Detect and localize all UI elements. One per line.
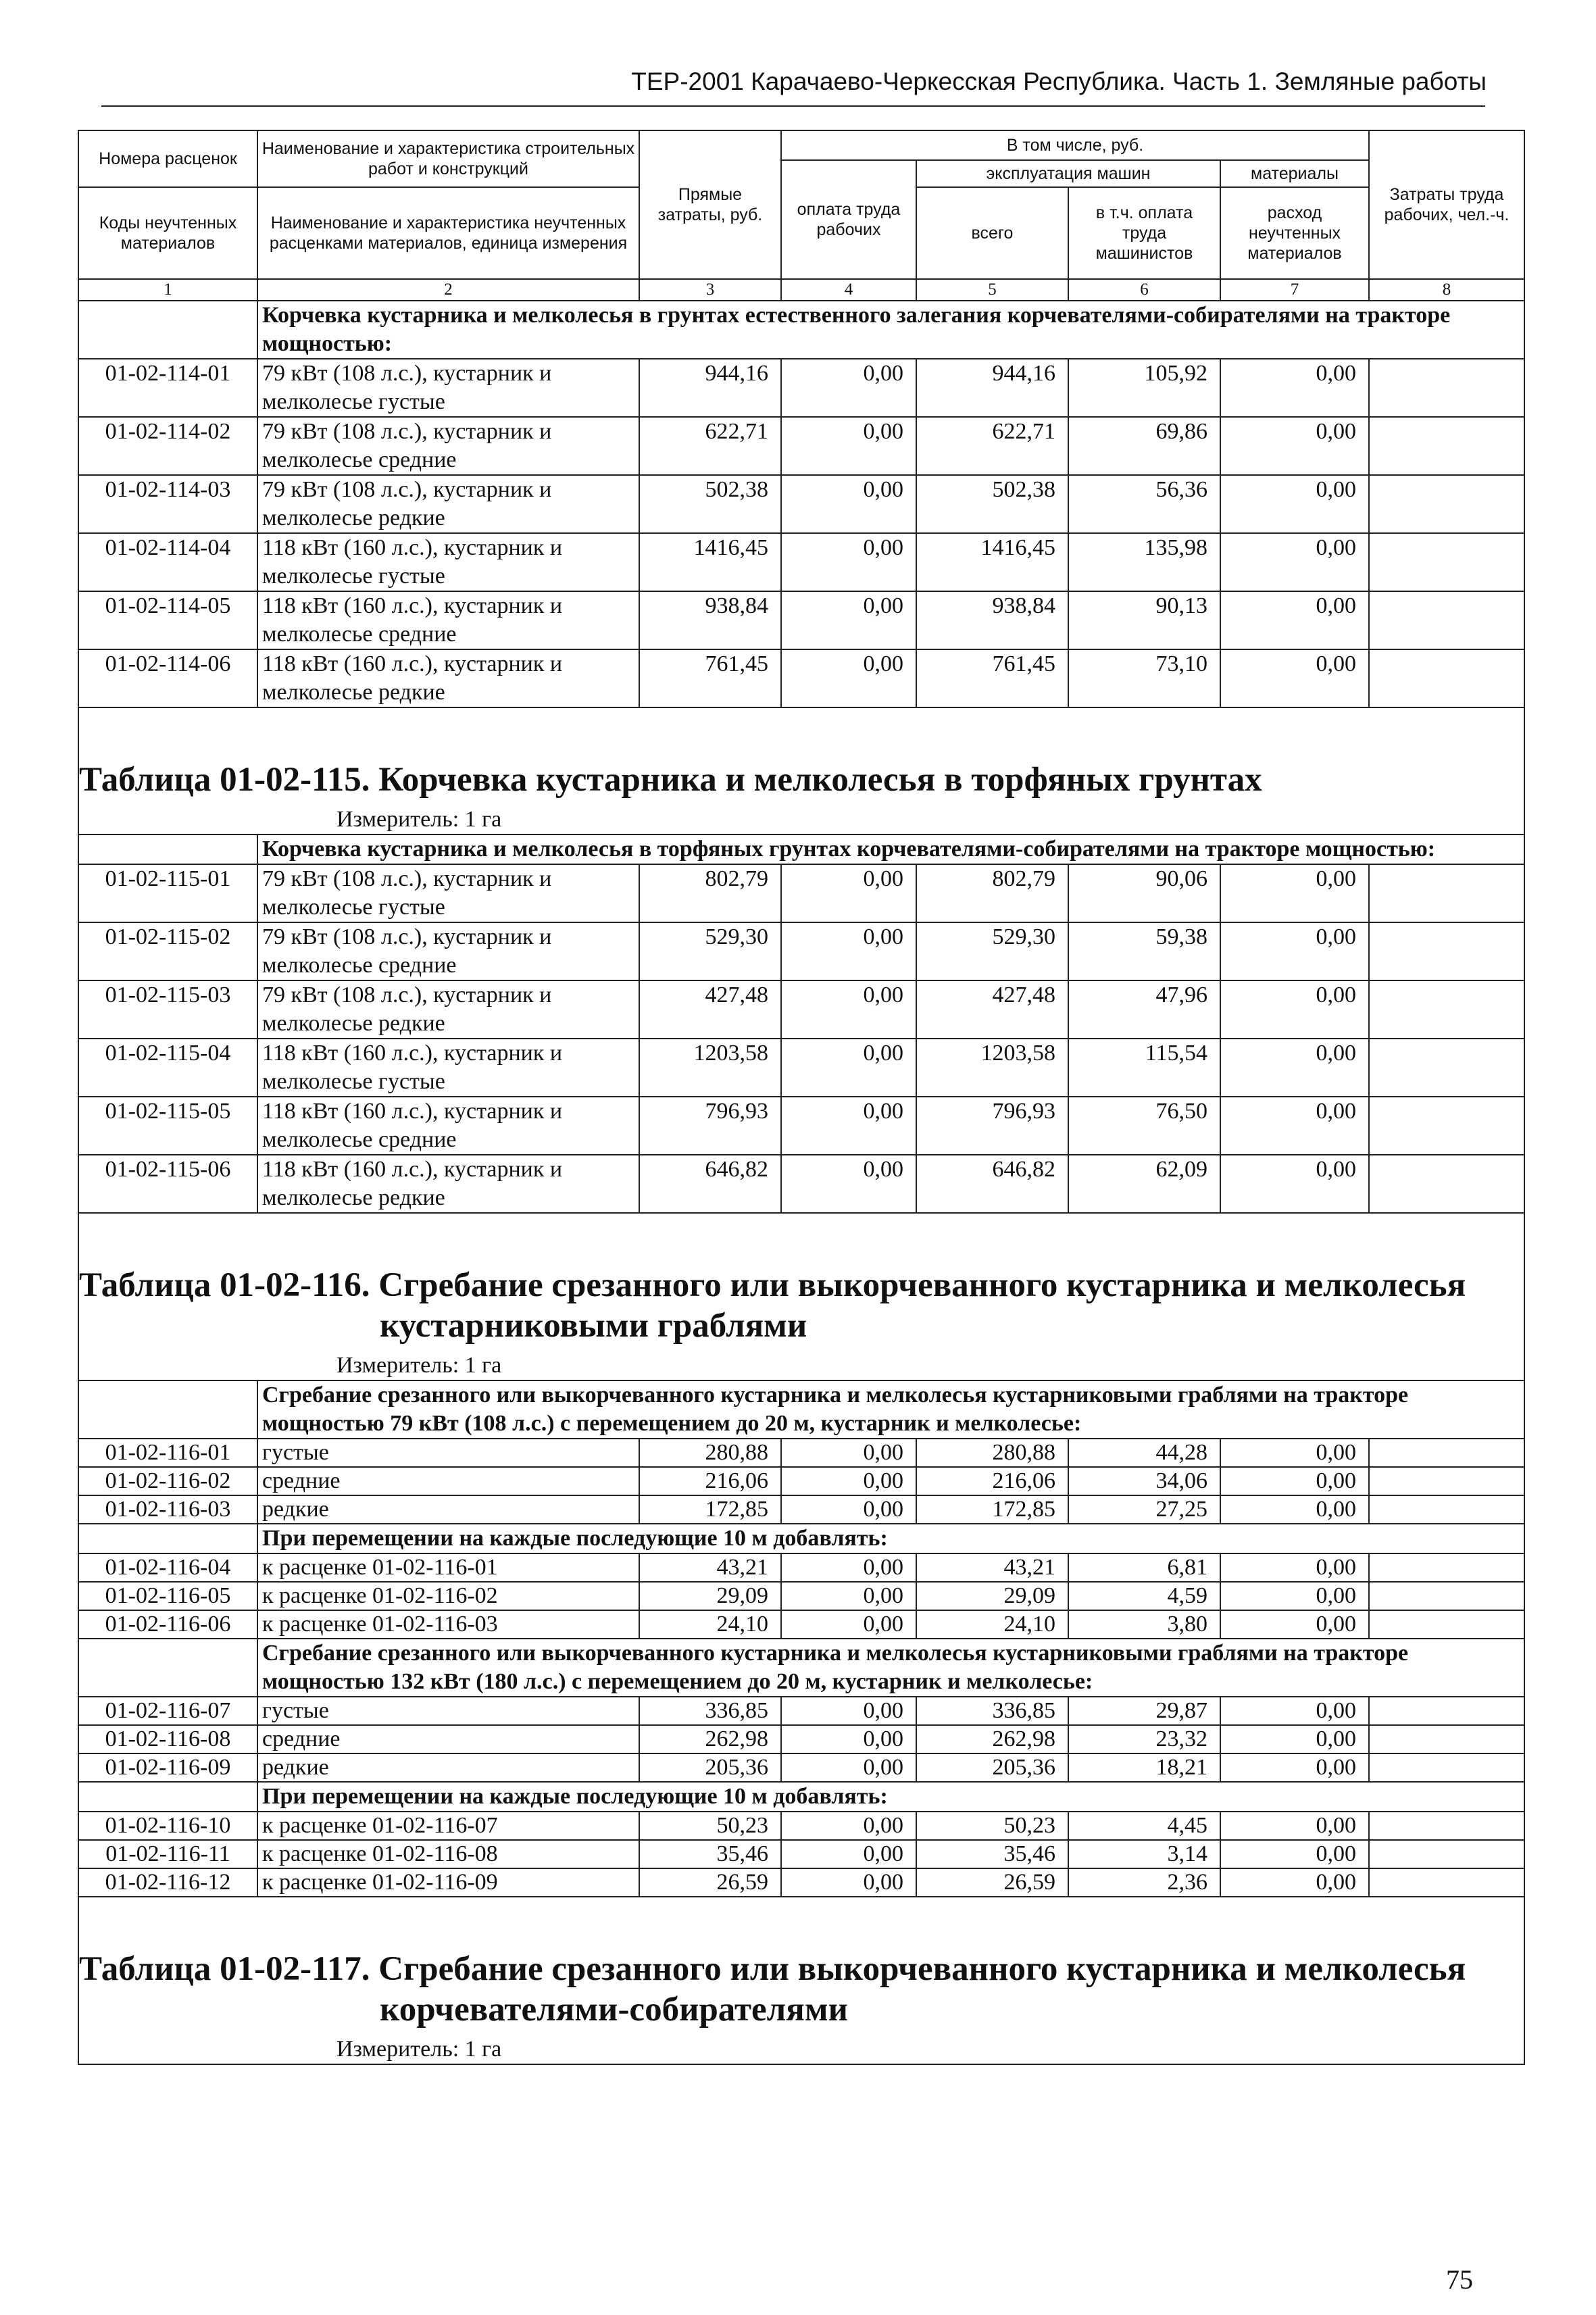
labor-pay-cell: 0,00 bbox=[781, 1725, 916, 1753]
labor-hours-cell bbox=[1369, 359, 1524, 417]
running-header: ТЕР-2001 Карачаево-Черкесская Республика. Часть 1. Земляные работы bbox=[631, 68, 1487, 95]
work-name-cell: 79 кВт (108 л.с.), кустарник и мелколесье средние bbox=[257, 417, 639, 475]
direct-cost-cell: 802,79 bbox=[639, 864, 781, 922]
table-title-line: кустарниковыми граблями bbox=[380, 1307, 807, 1345]
table-row bbox=[78, 980, 1524, 1039]
operator-pay-cell: 4,59 bbox=[1068, 1582, 1220, 1610]
table-row bbox=[78, 1868, 1524, 1897]
rate-code-cell: 01-02-116-08 bbox=[78, 1725, 257, 1753]
operator-pay-cell: 29,87 bbox=[1068, 1697, 1220, 1725]
work-name-cell: 79 кВт (108 л.с.), кустарник и мелколесье густые bbox=[257, 359, 639, 417]
section-row bbox=[78, 835, 1524, 864]
measure-row bbox=[78, 1351, 1524, 1380]
operator-pay-cell: 76,50 bbox=[1068, 1097, 1220, 1155]
measure-unit: Измеритель: 1 га bbox=[336, 1353, 502, 1378]
labor-hours-cell bbox=[1369, 475, 1524, 533]
materials-cell: 0,00 bbox=[1220, 1753, 1369, 1782]
direct-cost-cell: 529,30 bbox=[639, 922, 781, 980]
head-col2-top: Наименование и характеристика строительных работ и конструкций bbox=[257, 130, 639, 187]
direct-cost-cell: 50,23 bbox=[639, 1812, 781, 1840]
machine-cost-cell: 938,84 bbox=[916, 591, 1068, 649]
rate-code-cell: 01-02-116-09 bbox=[78, 1753, 257, 1782]
table-row bbox=[78, 1039, 1524, 1097]
materials-cell: 0,00 bbox=[1220, 1610, 1369, 1639]
rate-code-cell: 01-02-115-02 bbox=[78, 922, 257, 980]
machine-cost-cell: 1416,45 bbox=[916, 533, 1068, 591]
labor-pay-cell: 0,00 bbox=[781, 1495, 916, 1524]
operator-pay-cell: 90,06 bbox=[1068, 864, 1220, 922]
materials-cell: 0,00 bbox=[1220, 1495, 1369, 1524]
work-name-cell: 118 кВт (160 л.с.), кустарник и мелколесье густые bbox=[257, 533, 639, 591]
rate-code-cell: 01-02-115-03 bbox=[78, 980, 257, 1039]
work-name-cell: к расценке 01-02-116-09 bbox=[257, 1868, 639, 1897]
table-row bbox=[78, 649, 1524, 707]
labor-hours-cell bbox=[1369, 1725, 1524, 1753]
table-row bbox=[78, 864, 1524, 922]
operator-pay-cell: 115,54 bbox=[1068, 1039, 1220, 1097]
direct-cost-cell: 796,93 bbox=[639, 1097, 781, 1155]
table-row bbox=[78, 1155, 1524, 1213]
materials-cell: 0,00 bbox=[1220, 922, 1369, 980]
table-row bbox=[78, 359, 1524, 417]
direct-cost-cell: 336,85 bbox=[639, 1697, 781, 1725]
labor-hours-cell bbox=[1369, 417, 1524, 475]
machine-cost-cell: 1203,58 bbox=[916, 1039, 1068, 1097]
section-row bbox=[78, 1524, 1524, 1553]
direct-cost-cell: 1416,45 bbox=[639, 533, 781, 591]
materials-cell: 0,00 bbox=[1220, 1840, 1369, 1868]
operator-pay-cell: 90,13 bbox=[1068, 591, 1220, 649]
head-col3: Прямые затраты, руб. bbox=[639, 130, 781, 279]
operator-pay-cell: 73,10 bbox=[1068, 649, 1220, 707]
materials-cell: 0,00 bbox=[1220, 649, 1369, 707]
section-heading: Корчевка кустарника и мелколесья в грунтах естественного залегания корчевателями-собирателями на тракторе мощностью: bbox=[257, 301, 1524, 359]
rate-code-cell: 01-02-115-06 bbox=[78, 1155, 257, 1213]
head-col7: расход неучтенных материалов bbox=[1220, 187, 1369, 279]
rate-code-cell: 01-02-116-01 bbox=[78, 1439, 257, 1467]
direct-cost-cell: 944,16 bbox=[639, 359, 781, 417]
machine-cost-cell: 427,48 bbox=[916, 980, 1068, 1039]
operator-pay-cell: 3,14 bbox=[1068, 1840, 1220, 1868]
table-title-line: корчевателями-собирателями bbox=[380, 1991, 849, 2028]
machine-cost-cell: 529,30 bbox=[916, 922, 1068, 980]
machine-cost-cell: 796,93 bbox=[916, 1097, 1068, 1155]
machine-cost-cell: 172,85 bbox=[916, 1495, 1068, 1524]
rate-code-cell: 01-02-115-05 bbox=[78, 1097, 257, 1155]
machine-cost-cell: 216,06 bbox=[916, 1467, 1068, 1495]
work-name-cell: 79 кВт (108 л.с.), кустарник и мелколесье редкие bbox=[257, 475, 639, 533]
labor-pay-cell: 0,00 bbox=[781, 1039, 916, 1097]
labor-pay-cell: 0,00 bbox=[781, 1697, 916, 1725]
machine-cost-cell: 802,79 bbox=[916, 864, 1068, 922]
rate-code-cell: 01-02-116-04 bbox=[78, 1553, 257, 1582]
machine-cost-cell: 43,21 bbox=[916, 1553, 1068, 1582]
work-name-cell: к расценке 01-02-116-07 bbox=[257, 1812, 639, 1840]
table-row bbox=[78, 1582, 1524, 1610]
work-name-cell: к расценке 01-02-116-03 bbox=[257, 1610, 639, 1639]
table-row bbox=[78, 1553, 1524, 1582]
labor-hours-cell bbox=[1369, 1868, 1524, 1897]
direct-cost-cell: 26,59 bbox=[639, 1868, 781, 1897]
section-heading: Сгребание срезанного или выкорчеванного кустарника и мелколесья кустарниковыми граблями на тракторе мощностью 79 кВт (108 л.с.) с перемещением до 20 м, кустарник и мелколесье: bbox=[257, 1380, 1524, 1439]
direct-cost-cell: 646,82 bbox=[639, 1155, 781, 1213]
table-row bbox=[78, 1495, 1524, 1524]
materials-cell: 0,00 bbox=[1220, 1725, 1369, 1753]
direct-cost-cell: 205,36 bbox=[639, 1753, 781, 1782]
labor-hours-cell bbox=[1369, 864, 1524, 922]
column-number: 4 bbox=[781, 279, 916, 301]
table-row bbox=[78, 475, 1524, 533]
materials-cell: 0,00 bbox=[1220, 1697, 1369, 1725]
measure-unit: Измеритель: 1 га bbox=[336, 807, 502, 832]
rate-code-cell: 01-02-116-06 bbox=[78, 1610, 257, 1639]
materials-cell: 0,00 bbox=[1220, 864, 1369, 922]
labor-pay-cell: 0,00 bbox=[781, 359, 916, 417]
direct-cost-cell: 172,85 bbox=[639, 1495, 781, 1524]
labor-pay-cell: 0,00 bbox=[781, 1439, 916, 1467]
labor-hours-cell bbox=[1369, 1812, 1524, 1840]
head-col6: в т.ч. оплата труда машинистов bbox=[1068, 187, 1220, 279]
work-name-cell: густые bbox=[257, 1439, 639, 1467]
section-heading: Сгребание срезанного или выкорчеванного кустарника и мелколесья кустарниковыми граблями на тракторе мощностью 132 кВт (180 л.с.) с перемещением до 20 м, кустарник и мелколесье: bbox=[257, 1639, 1524, 1697]
table-title: Таблица 01-02-115. Корчевка кустарника и мелколесья в торфяных грунтах bbox=[78, 749, 1524, 805]
labor-pay-cell: 0,00 bbox=[781, 1553, 916, 1582]
operator-pay-cell: 18,21 bbox=[1068, 1753, 1220, 1782]
table-row bbox=[78, 1840, 1524, 1868]
materials-cell: 0,00 bbox=[1220, 1553, 1369, 1582]
table-row bbox=[78, 1725, 1524, 1753]
page-number: 75 bbox=[1446, 2264, 1473, 2295]
direct-cost-cell: 29,09 bbox=[639, 1582, 781, 1610]
direct-cost-cell: 938,84 bbox=[639, 591, 781, 649]
work-name-cell: 118 кВт (160 л.с.), кустарник и мелколесье густые bbox=[257, 1039, 639, 1097]
rate-code-cell: 01-02-116-11 bbox=[78, 1840, 257, 1868]
column-number: 3 bbox=[639, 279, 781, 301]
direct-cost-cell: 761,45 bbox=[639, 649, 781, 707]
labor-hours-cell bbox=[1369, 591, 1524, 649]
measure-row bbox=[78, 805, 1524, 835]
operator-pay-cell: 27,25 bbox=[1068, 1495, 1220, 1524]
work-name-cell: 79 кВт (108 л.с.), кустарник и мелколесье редкие bbox=[257, 980, 639, 1039]
table-row bbox=[78, 1439, 1524, 1467]
table-title-row bbox=[78, 1938, 1524, 2035]
labor-pay-cell: 0,00 bbox=[781, 649, 916, 707]
labor-hours-cell bbox=[1369, 533, 1524, 591]
table-title-row bbox=[78, 749, 1524, 805]
table-row bbox=[78, 1097, 1524, 1155]
machine-cost-cell: 646,82 bbox=[916, 1155, 1068, 1213]
labor-pay-cell: 0,00 bbox=[781, 1753, 916, 1782]
head-col1-top: Номера расценок bbox=[78, 130, 257, 187]
materials-cell: 0,00 bbox=[1220, 591, 1369, 649]
rows-115 bbox=[78, 864, 1524, 1213]
work-name-cell: средние bbox=[257, 1725, 639, 1753]
labor-pay-cell: 0,00 bbox=[781, 591, 916, 649]
direct-cost-cell: 1203,58 bbox=[639, 1039, 781, 1097]
operator-pay-cell: 56,36 bbox=[1068, 475, 1220, 533]
rate-code-cell: 01-02-115-04 bbox=[78, 1039, 257, 1097]
labor-hours-cell bbox=[1369, 1553, 1524, 1582]
materials-cell: 0,00 bbox=[1220, 1155, 1369, 1213]
operator-pay-cell: 69,86 bbox=[1068, 417, 1220, 475]
column-number: 1 bbox=[78, 279, 257, 301]
labor-pay-cell: 0,00 bbox=[781, 1467, 916, 1495]
labor-pay-cell: 0,00 bbox=[781, 417, 916, 475]
section-row bbox=[78, 1639, 1524, 1697]
rows-116-d bbox=[78, 1812, 1524, 1897]
rate-code-cell: 01-02-116-10 bbox=[78, 1812, 257, 1840]
machine-cost-cell: 622,71 bbox=[916, 417, 1068, 475]
materials-cell: 0,00 bbox=[1220, 1039, 1369, 1097]
machine-cost-cell: 262,98 bbox=[916, 1725, 1068, 1753]
section-row bbox=[78, 301, 1524, 359]
operator-pay-cell: 59,38 bbox=[1068, 922, 1220, 980]
table-head-row bbox=[78, 130, 1524, 160]
section-heading: Корчевка кустарника и мелколесья в торфяных грунтах корчевателями-собирателями на тракторе мощностью: bbox=[257, 835, 1524, 864]
labor-pay-cell: 0,00 bbox=[781, 1868, 916, 1897]
table-row bbox=[78, 533, 1524, 591]
rows-114 bbox=[78, 359, 1524, 707]
labor-pay-cell: 0,00 bbox=[781, 980, 916, 1039]
materials-cell: 0,00 bbox=[1220, 1868, 1369, 1897]
work-name-cell: средние bbox=[257, 1467, 639, 1495]
labor-pay-cell: 0,00 bbox=[781, 1812, 916, 1840]
materials-cell: 0,00 bbox=[1220, 1467, 1369, 1495]
work-name-cell: 118 кВт (160 л.с.), кустарник и мелколесье средние bbox=[257, 1097, 639, 1155]
labor-hours-cell bbox=[1369, 980, 1524, 1039]
labor-hours-cell bbox=[1369, 1697, 1524, 1725]
direct-cost-cell: 35,46 bbox=[639, 1840, 781, 1868]
labor-hours-cell bbox=[1369, 1840, 1524, 1868]
table-row bbox=[78, 417, 1524, 475]
labor-hours-cell bbox=[1369, 1097, 1524, 1155]
rate-code-cell: 01-02-116-02 bbox=[78, 1467, 257, 1495]
direct-cost-cell: 427,48 bbox=[639, 980, 781, 1039]
work-name-cell: к расценке 01-02-116-02 bbox=[257, 1582, 639, 1610]
machine-cost-cell: 26,59 bbox=[916, 1868, 1068, 1897]
measure-row bbox=[78, 2035, 1524, 2064]
materials-cell: 0,00 bbox=[1220, 475, 1369, 533]
operator-pay-cell: 23,32 bbox=[1068, 1725, 1220, 1753]
column-number: 5 bbox=[916, 279, 1068, 301]
materials-cell: 0,00 bbox=[1220, 359, 1369, 417]
machine-cost-cell: 944,16 bbox=[916, 359, 1068, 417]
header-rule bbox=[101, 105, 1485, 107]
work-name-cell: 118 кВт (160 л.с.), кустарник и мелколесье редкие bbox=[257, 649, 639, 707]
column-number: 6 bbox=[1068, 279, 1220, 301]
operator-pay-cell: 6,81 bbox=[1068, 1553, 1220, 1582]
section-heading: При перемещении на каждые последующие 10 м добавлять: bbox=[257, 1782, 1524, 1812]
materials-cell: 0,00 bbox=[1220, 1097, 1369, 1155]
machine-cost-cell: 280,88 bbox=[916, 1439, 1068, 1467]
labor-hours-cell bbox=[1369, 1439, 1524, 1467]
work-name-cell: густые bbox=[257, 1697, 639, 1725]
work-name-cell: 118 кВт (160 л.с.), кустарник и мелколесье средние bbox=[257, 591, 639, 649]
work-name-cell: к расценке 01-02-116-08 bbox=[257, 1840, 639, 1868]
labor-hours-cell bbox=[1369, 1467, 1524, 1495]
direct-cost-cell: 280,88 bbox=[639, 1439, 781, 1467]
labor-hours-cell bbox=[1369, 1039, 1524, 1097]
rows-116-a bbox=[78, 1439, 1524, 1524]
labor-pay-cell: 0,00 bbox=[781, 864, 916, 922]
machine-cost-cell: 35,46 bbox=[916, 1840, 1068, 1868]
labor-hours-cell bbox=[1369, 1753, 1524, 1782]
rate-code-cell: 01-02-116-05 bbox=[78, 1582, 257, 1610]
labor-hours-cell bbox=[1369, 649, 1524, 707]
direct-cost-cell: 502,38 bbox=[639, 475, 781, 533]
work-name-cell: 79 кВт (108 л.с.), кустарник и мелколесье густые bbox=[257, 864, 639, 922]
operator-pay-cell: 135,98 bbox=[1068, 533, 1220, 591]
machine-cost-cell: 50,23 bbox=[916, 1812, 1068, 1840]
rate-code-cell: 01-02-114-03 bbox=[78, 475, 257, 533]
materials-cell: 0,00 bbox=[1220, 533, 1369, 591]
work-name-cell: редкие bbox=[257, 1495, 639, 1524]
table-title-line: Таблица 01-02-117. Сгребание срезанного или выкорчеванного кустарника и мелколесья bbox=[79, 1950, 1466, 1988]
direct-cost-cell: 43,21 bbox=[639, 1553, 781, 1582]
operator-pay-cell: 2,36 bbox=[1068, 1868, 1220, 1897]
column-number: 2 bbox=[257, 279, 639, 301]
machine-cost-cell: 205,36 bbox=[916, 1753, 1068, 1782]
materials-cell: 0,00 bbox=[1220, 417, 1369, 475]
labor-pay-cell: 0,00 bbox=[781, 1840, 916, 1868]
rate-code-cell: 01-02-114-06 bbox=[78, 649, 257, 707]
column-number-row bbox=[78, 279, 1524, 301]
direct-cost-cell: 216,06 bbox=[639, 1467, 781, 1495]
materials-cell: 0,00 bbox=[1220, 1812, 1369, 1840]
operator-pay-cell: 44,28 bbox=[1068, 1439, 1220, 1467]
materials-cell: 0,00 bbox=[1220, 980, 1369, 1039]
table-title-line: Таблица 01-02-116. Сгребание срезанного или выкорчеванного кустарника и мелколесья bbox=[79, 1266, 1466, 1304]
operator-pay-cell: 105,92 bbox=[1068, 359, 1220, 417]
operator-pay-cell: 3,80 bbox=[1068, 1610, 1220, 1639]
table-title-row bbox=[78, 1254, 1524, 1351]
machine-cost-cell: 29,09 bbox=[916, 1582, 1068, 1610]
labor-pay-cell: 0,00 bbox=[781, 922, 916, 980]
head-group-materials: материалы bbox=[1220, 160, 1369, 187]
direct-cost-cell: 622,71 bbox=[639, 417, 781, 475]
head-col4: оплата труда рабочих bbox=[781, 160, 916, 279]
rates-document bbox=[78, 130, 1524, 2184]
table-row bbox=[78, 591, 1524, 649]
table-row bbox=[78, 1753, 1524, 1782]
head-group-all: В том числе, руб. bbox=[781, 130, 1369, 160]
table-title bbox=[78, 1254, 1524, 1351]
labor-pay-cell: 0,00 bbox=[781, 475, 916, 533]
labor-hours-cell bbox=[1369, 1610, 1524, 1639]
work-name-cell: к расценке 01-02-116-01 bbox=[257, 1553, 639, 1582]
labor-pay-cell: 0,00 bbox=[781, 1155, 916, 1213]
machine-cost-cell: 336,85 bbox=[916, 1697, 1068, 1725]
labor-pay-cell: 0,00 bbox=[781, 1097, 916, 1155]
labor-pay-cell: 0,00 bbox=[781, 533, 916, 591]
rate-code-cell: 01-02-114-04 bbox=[78, 533, 257, 591]
rate-code-cell: 01-02-115-01 bbox=[78, 864, 257, 922]
machine-cost-cell: 761,45 bbox=[916, 649, 1068, 707]
work-name-cell: редкие bbox=[257, 1753, 639, 1782]
operator-pay-cell: 62,09 bbox=[1068, 1155, 1220, 1213]
measure-unit: Измеритель: 1 га bbox=[336, 2037, 502, 2062]
section-row bbox=[78, 1380, 1524, 1439]
labor-hours-cell bbox=[1369, 1155, 1524, 1213]
rate-code-cell: 01-02-114-01 bbox=[78, 359, 257, 417]
rows-116-c bbox=[78, 1697, 1524, 1782]
labor-hours-cell bbox=[1369, 1495, 1524, 1524]
head-group-machines: эксплуатация машин bbox=[916, 160, 1220, 187]
direct-cost-cell: 262,98 bbox=[639, 1725, 781, 1753]
table-row bbox=[78, 1812, 1524, 1840]
head-col1-bottom: Коды неучтенных материалов bbox=[78, 187, 257, 279]
operator-pay-cell: 34,06 bbox=[1068, 1467, 1220, 1495]
column-number: 7 bbox=[1220, 279, 1369, 301]
machine-cost-cell: 24,10 bbox=[916, 1610, 1068, 1639]
head-col5: всего bbox=[916, 187, 1068, 279]
labor-pay-cell: 0,00 bbox=[781, 1610, 916, 1639]
section-heading: При перемещении на каждые последующие 10 м добавлять: bbox=[257, 1524, 1524, 1553]
rates-table bbox=[78, 130, 1525, 2065]
work-name-cell: 79 кВт (108 л.с.), кустарник и мелколесье средние bbox=[257, 922, 639, 980]
column-number: 8 bbox=[1369, 279, 1524, 301]
table-title bbox=[78, 1938, 1524, 2035]
rate-code-cell: 01-02-116-12 bbox=[78, 1868, 257, 1897]
labor-hours-cell bbox=[1369, 922, 1524, 980]
table-row bbox=[78, 1610, 1524, 1639]
rows-116-b bbox=[78, 1553, 1524, 1639]
labor-pay-cell: 0,00 bbox=[781, 1582, 916, 1610]
direct-cost-cell: 24,10 bbox=[639, 1610, 781, 1639]
table-row bbox=[78, 1467, 1524, 1495]
labor-hours-cell bbox=[1369, 1582, 1524, 1610]
head-col8: Затраты труда рабочих, чел.-ч. bbox=[1369, 130, 1524, 279]
section-row bbox=[78, 1782, 1524, 1812]
head-col2-bottom: Наименование и характеристика неучтенных расценками материалов, единица измерения bbox=[257, 187, 639, 279]
rate-code-cell: 01-02-116-03 bbox=[78, 1495, 257, 1524]
operator-pay-cell: 4,45 bbox=[1068, 1812, 1220, 1840]
table-row bbox=[78, 1697, 1524, 1725]
materials-cell: 0,00 bbox=[1220, 1582, 1369, 1610]
work-name-cell: 118 кВт (160 л.с.), кустарник и мелколесье редкие bbox=[257, 1155, 639, 1213]
materials-cell: 0,00 bbox=[1220, 1439, 1369, 1467]
table-row bbox=[78, 922, 1524, 980]
rate-code-cell: 01-02-116-07 bbox=[78, 1697, 257, 1725]
rate-code-cell: 01-02-114-05 bbox=[78, 591, 257, 649]
rate-code-cell: 01-02-114-02 bbox=[78, 417, 257, 475]
operator-pay-cell: 47,96 bbox=[1068, 980, 1220, 1039]
machine-cost-cell: 502,38 bbox=[916, 475, 1068, 533]
